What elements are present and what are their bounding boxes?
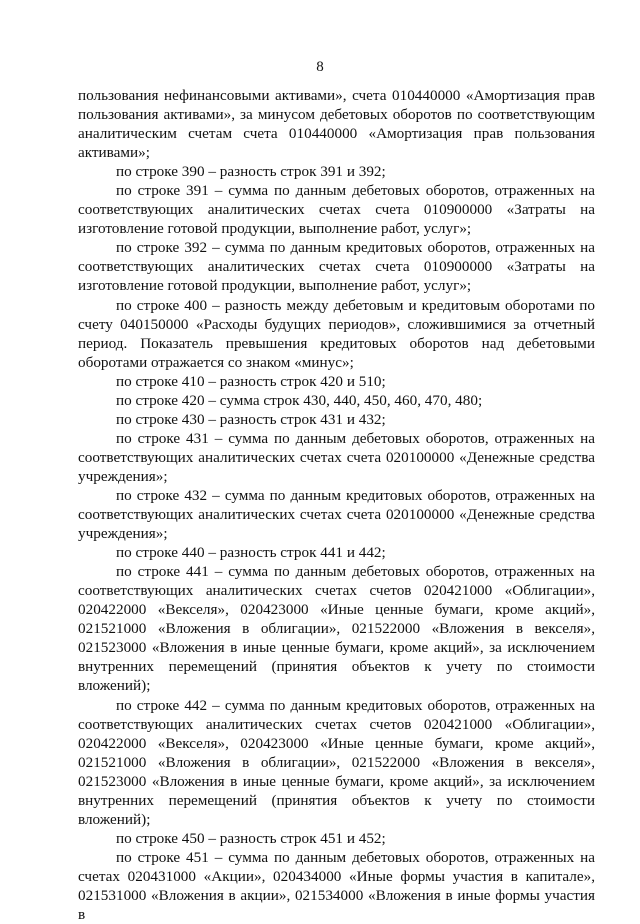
paragraph-line-410: по строке 410 – разность строк 420 и 510; <box>116 372 386 390</box>
paragraph-line-432: по строке 432 – сумма по данным кредитовых оборотов, отраженных на соответствующих аналитических счетах счета 020100000 «Денежные средства учреждения»; <box>78 486 595 543</box>
paragraph-line-441: по строке 441 – сумма по данным дебетовых оборотов, отраженных на соответствующих аналитических счетах счетов 020421000 «Облигации», 020422000 «Векселя», 020423000 «Иные ценные бумаги, кроме акций», 021521000 «Вложения в облигации», 021522000 «Вложения в векселя», 021523000 «Вложения в иные ценные бумаги, кроме акций», за исключением внутренних перемещений (принятия объектов к учету по стоимости вложений); <box>78 563 595 695</box>
paragraph-line-450: по строке 450 – разность строк 451 и 452; <box>116 829 386 847</box>
paragraph-line-451: по строке 451 – сумма по данным дебетовых оборотов, отраженных на счетах 020431000 «Акции», 020434000 «Иные формы участия в капитале», 021531000 «Вложения в акции», 021534000 «Вложения в иные формы участия в <box>78 848 595 924</box>
paragraph-line-400: по строке 400 – разность между дебетовым и кредитовым оборотами по счету 040150000 «Расходы будущих периодов», сложившимися за отчетный период. Показатель превышения кредитовых оборотов над дебетовыми оборотами отражается со знаком «минус»; <box>78 296 595 371</box>
paragraph-line-440: по строке 440 – разность строк 441 и 442; <box>116 544 386 562</box>
paragraph-line-391: по строке 391 – сумма по данным дебетовых оборотов, отраженных на соответствующих аналитических счетах счета 010900000 «Затраты на изготовление готовой продукции, выполнение работ, услуг»; <box>78 182 595 238</box>
paragraph-line-442: по строке 442 – сумма по данным кредитовых оборотов, отраженных на соответствующих аналитических счетах счетов 020421000 «Облигации», 020422000 «Векселя», 020423000 «Иные ценные бумаги, кроме акций», 021521000 «Вложения в облигации», 021522000 «Вложения в векселя», 021523000 «Вложения в иные ценные бумаги, кроме акций», за исключением внутренних перемещений (принятия объектов к учету по стоимости вложений); <box>78 696 595 828</box>
document-body <box>78 86 595 924</box>
paragraph-line-431: по строке 431 – сумма по данным дебетовых оборотов, отраженных на соответствующих аналитических счетах счета 020100000 «Денежные средства учреждения»; <box>78 429 595 485</box>
paragraph-continuation: пользования нефинансовыми активами», счета 010440000 «Амортизация прав пользования активами», за минусом дебетовых оборотов по соответствующим аналитическим счетам счета 010440000 «Амортизация прав пользования активами»; <box>78 87 595 162</box>
paragraph-line-390: по строке 390 – разность строк 391 и 392; <box>116 163 386 181</box>
paragraph-line-420: по строке 420 – сумма строк 430, 440, 450, 460, 470, 480; <box>116 391 483 409</box>
paragraph-line-392: по строке 392 – сумма по данным кредитовых оборотов, отраженных на соответствующих аналитических счетах счета 010900000 «Затраты на изготовление готовой продукции, выполнение работ, услуг»; <box>78 239 595 295</box>
paragraph-line-430: по строке 430 – разность строк 431 и 432; <box>116 410 386 428</box>
page-number: 8 <box>316 59 324 75</box>
